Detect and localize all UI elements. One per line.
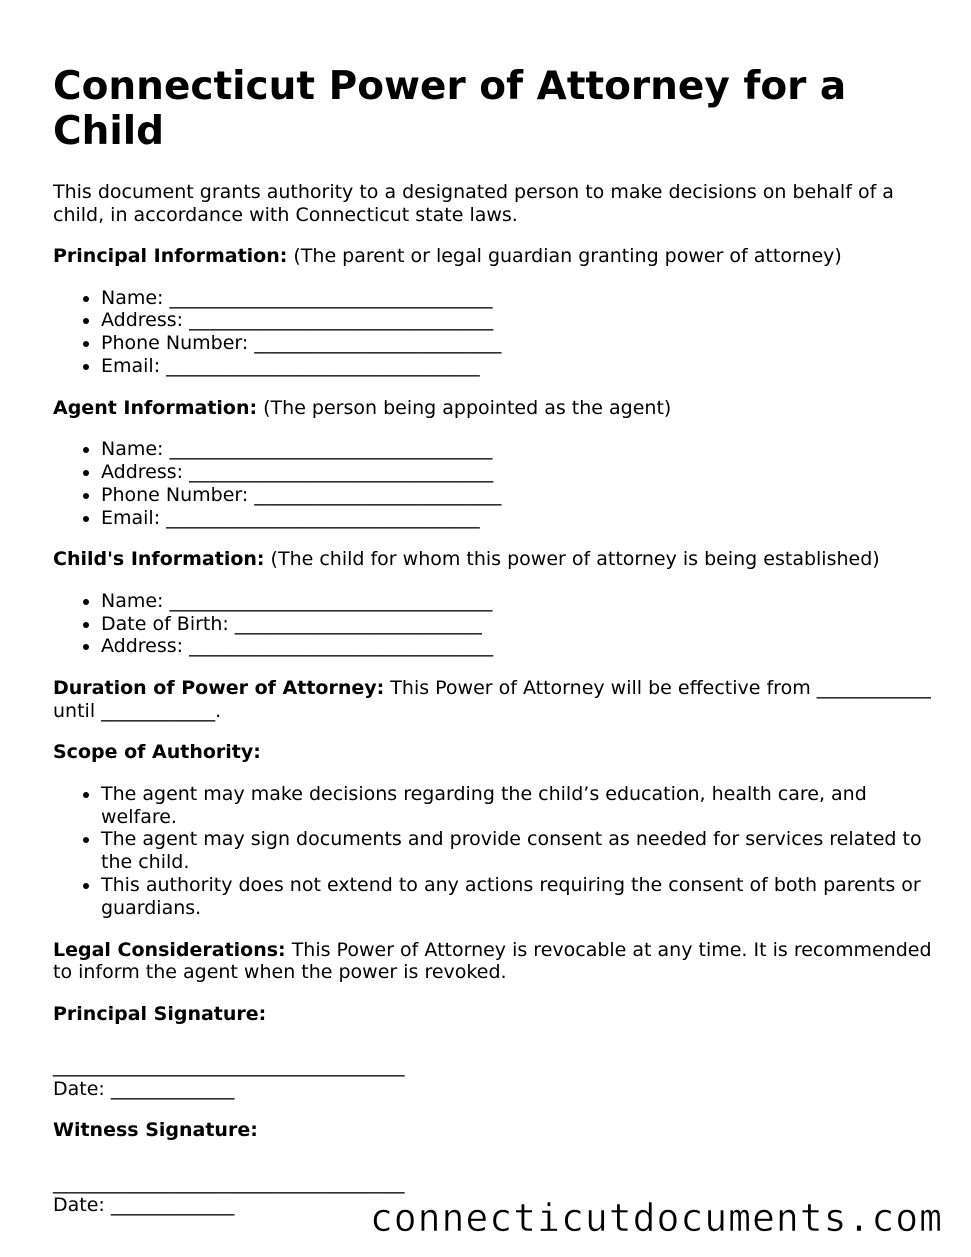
- child-info-note: (The child for whom this power of attorney is being established): [264, 548, 880, 571]
- principal-address-field[interactable]: • Address: ________________________________: [101, 309, 933, 332]
- duration-text[interactable]: This Power of Attorney will be effective from ____________ until ____________.: [53, 677, 931, 722]
- principal-signature-date[interactable]: Date: _____________: [53, 1077, 235, 1100]
- child-fields-list: [53, 590, 933, 658]
- document-title: Connecticut Power of Attorney for a Child: [53, 64, 847, 154]
- agent-info-heading: [53, 397, 933, 420]
- child-name-field[interactable]: • Name: __________________________________: [101, 590, 933, 613]
- watermark: connecticutdocuments.com: [369, 1196, 943, 1240]
- witness-signature-heading: [53, 1119, 933, 1142]
- principal-fields-list: [53, 287, 933, 378]
- agent-fields-list: [53, 438, 933, 529]
- child-dob-field[interactable]: • Date of Birth: __________________________: [101, 613, 933, 636]
- scope-item: • This authority does not extend to any actions requiring the consent of both parents or guardians.: [101, 874, 933, 920]
- scope-item: • The agent may make decisions regarding the child’s education, health care, and welfare.: [101, 783, 933, 829]
- legal-label: Legal Considerations:: [53, 938, 286, 961]
- principal-info-heading: [53, 245, 933, 268]
- principal-info-note: (The parent or legal guardian granting power of attorney): [287, 245, 842, 267]
- principal-email-field[interactable]: • Email: _________________________________: [101, 355, 933, 378]
- intro-paragraph: This document grants authority to a designated person to make decisions on behalf of a child, in accordance with Connecticut state laws.: [53, 181, 894, 226]
- principal-phone-field[interactable]: • Phone Number: __________________________: [101, 332, 933, 355]
- witness-signature-date[interactable]: Date: _____________: [53, 1194, 235, 1217]
- scope-label: Scope of Authority:: [53, 741, 261, 764]
- duration-label: Duration of Power of Attorney:: [53, 677, 385, 700]
- principal-name-field[interactable]: • Name: __________________________________: [101, 287, 933, 310]
- principal-signature-heading: [53, 1003, 933, 1026]
- principal-info-label: Principal Information:: [53, 245, 288, 267]
- child-address-field[interactable]: • Address: ________________________________: [101, 635, 933, 658]
- agent-info-note: (The person being appointed as the agent): [257, 396, 672, 419]
- legal-paragraph: [53, 939, 933, 984]
- scope-heading: [53, 741, 933, 764]
- principal-signature-block: [53, 1003, 933, 1101]
- scope-item: • The agent may sign documents and provide consent as needed for services related to the child.: [101, 828, 933, 874]
- child-info-heading: [53, 548, 933, 571]
- principal-signature-label: Principal Signature:: [53, 1002, 267, 1025]
- agent-name-field[interactable]: • Name: __________________________________: [101, 438, 933, 461]
- principal-signature-line[interactable]: _____________________________________: [53, 1055, 405, 1078]
- document-page: [53, 64, 933, 1236]
- agent-address-field[interactable]: • Address: ________________________________: [101, 461, 933, 484]
- witness-signature-label: Witness Signature:: [53, 1119, 258, 1142]
- agent-info-label: Agent Information:: [53, 396, 258, 419]
- legal-text: This Power of Attorney is revocable at any time. It is recommended to inform the agent when the power is revoked.: [53, 938, 932, 984]
- scope-list: [53, 783, 933, 920]
- child-info-label: Child's Information:: [53, 548, 265, 571]
- agent-phone-field[interactable]: • Phone Number: __________________________: [101, 484, 933, 507]
- duration-paragraph: [53, 677, 933, 722]
- agent-email-field[interactable]: • Email: _________________________________: [101, 507, 933, 530]
- witness-signature-line[interactable]: _____________________________________: [53, 1171, 405, 1194]
